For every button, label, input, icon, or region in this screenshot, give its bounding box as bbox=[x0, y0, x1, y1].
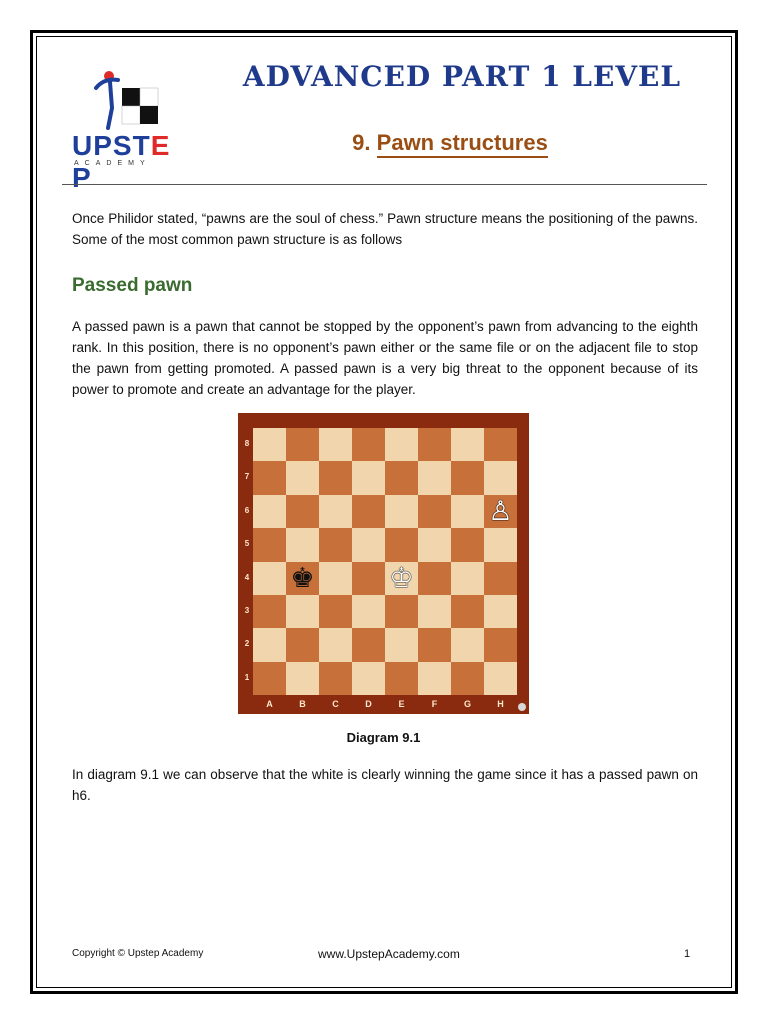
square-e3 bbox=[385, 595, 418, 628]
footer-page-number: 1 bbox=[684, 948, 691, 960]
square-b1 bbox=[286, 662, 319, 695]
square-d1 bbox=[352, 662, 385, 695]
square-e8 bbox=[385, 428, 418, 461]
file-label: C bbox=[332, 699, 339, 709]
chapter-title bbox=[300, 130, 600, 156]
square-g1 bbox=[451, 662, 484, 695]
header-divider bbox=[62, 184, 707, 185]
file-label: G bbox=[463, 699, 471, 709]
square-a2 bbox=[253, 628, 286, 661]
file-label: D bbox=[365, 699, 372, 709]
file-label: A bbox=[266, 699, 273, 709]
square-d7 bbox=[352, 461, 385, 494]
file-label: B bbox=[299, 699, 306, 709]
square-f2 bbox=[418, 628, 451, 661]
file-label: H bbox=[497, 699, 504, 709]
chapter-name: Pawn structures bbox=[377, 130, 548, 158]
chess-diagram bbox=[238, 413, 529, 714]
square-b2 bbox=[286, 628, 319, 661]
footer-copyright: Copyright © Upstep Academy bbox=[72, 948, 204, 959]
white-king-icon: ♔ bbox=[389, 562, 414, 594]
square-g8 bbox=[451, 428, 484, 461]
square-a8 bbox=[253, 428, 286, 461]
square-h6 bbox=[484, 495, 517, 528]
square-f5 bbox=[418, 528, 451, 561]
square-c5 bbox=[319, 528, 352, 561]
white-pawn-icon: ♙ bbox=[488, 495, 513, 527]
square-e5 bbox=[385, 528, 418, 561]
section-heading: Passed pawn bbox=[72, 275, 193, 296]
rank-label: 7 bbox=[244, 472, 250, 482]
square-f3 bbox=[418, 595, 451, 628]
square-g6 bbox=[451, 495, 484, 528]
rank-label: 8 bbox=[244, 439, 250, 448]
rank-label: 5 bbox=[244, 539, 250, 549]
square-e2 bbox=[385, 628, 418, 661]
square-a7 bbox=[253, 461, 286, 494]
square-e1 bbox=[385, 662, 418, 695]
square-a3 bbox=[253, 595, 286, 628]
square-a1 bbox=[253, 662, 286, 695]
upstep-logo bbox=[66, 68, 196, 193]
passed-pawn-paragraph: A passed pawn is a pawn that cannot be stopped by the opponent’s pawn from advancing to the eighth rank. In this position, there is no opponent’s pawn either or the same file or on the adjacent file to stop the pawn from getting promoted. A passed pawn is a very big threat to the opponent because of its power to promote and create an advantage for the player. bbox=[72, 319, 698, 397]
square-d6 bbox=[352, 495, 385, 528]
page-title: ADVANCED PART 1 LEVEL bbox=[242, 60, 682, 93]
square-a6 bbox=[253, 495, 286, 528]
square-a4 bbox=[253, 562, 286, 595]
square-c1 bbox=[319, 662, 352, 695]
square-b6 bbox=[286, 495, 319, 528]
square-b7 bbox=[286, 461, 319, 494]
square-e7 bbox=[385, 461, 418, 494]
square-g3 bbox=[451, 595, 484, 628]
square-b3 bbox=[286, 595, 319, 628]
square-d3 bbox=[352, 595, 385, 628]
square-g2 bbox=[451, 628, 484, 661]
square-g4 bbox=[451, 562, 484, 595]
square-b5 bbox=[286, 528, 319, 561]
square-f1 bbox=[418, 662, 451, 695]
diagram-caption: Diagram 9.1 bbox=[346, 730, 421, 745]
square-a5 bbox=[253, 528, 286, 561]
conclusion-paragraph: In diagram 9.1 we can observe that the white is clearly winning the game since it has a passed pawn on h6. bbox=[72, 767, 698, 803]
square-h1 bbox=[484, 662, 517, 695]
rank-label: 4 bbox=[244, 572, 250, 582]
rank-label: 3 bbox=[244, 606, 250, 615]
intro-paragraph: Once Philidor stated, “pawns are the soul of chess.” Pawn structure means the positioning of the pawns. Some of the most common pawn structure is as follows bbox=[72, 211, 698, 247]
square-c7 bbox=[319, 461, 352, 494]
square-f6 bbox=[418, 495, 451, 528]
square-f8 bbox=[418, 428, 451, 461]
square-d5 bbox=[352, 528, 385, 561]
square-b8 bbox=[286, 428, 319, 461]
square-h2 bbox=[484, 628, 517, 661]
logo-figure-icon bbox=[88, 68, 178, 132]
rank-label: 1 bbox=[244, 672, 250, 682]
square-h5 bbox=[484, 528, 517, 561]
square-e4 bbox=[385, 562, 418, 595]
logo-tagline: ACADEMY bbox=[74, 160, 151, 167]
square-d8 bbox=[352, 428, 385, 461]
logo-wordmark: UPSTE P bbox=[72, 130, 171, 193]
file-label: E bbox=[398, 699, 405, 709]
file-label: F bbox=[431, 699, 438, 709]
square-g7 bbox=[451, 461, 484, 494]
square-d4 bbox=[352, 562, 385, 595]
square-h7 bbox=[484, 461, 517, 494]
square-e6 bbox=[385, 495, 418, 528]
rank-label: 6 bbox=[244, 505, 250, 515]
rank-label: 2 bbox=[244, 639, 250, 649]
square-c4 bbox=[319, 562, 352, 595]
square-h3 bbox=[484, 595, 517, 628]
square-c6 bbox=[319, 495, 352, 528]
square-c8 bbox=[319, 428, 352, 461]
square-b4 bbox=[286, 562, 319, 595]
square-h8 bbox=[484, 428, 517, 461]
chess-board bbox=[253, 428, 517, 695]
square-f7 bbox=[418, 461, 451, 494]
square-c3 bbox=[319, 595, 352, 628]
square-g5 bbox=[451, 528, 484, 561]
square-c2 bbox=[319, 628, 352, 661]
square-d2 bbox=[352, 628, 385, 661]
corner-dot-icon bbox=[518, 703, 526, 711]
black-king-icon: ♚ bbox=[290, 562, 315, 594]
square-h4 bbox=[484, 562, 517, 595]
chapter-number: 9. bbox=[352, 130, 371, 155]
footer-website-link[interactable]: www.UpstepAcademy.com bbox=[318, 947, 460, 961]
square-f4 bbox=[418, 562, 451, 595]
